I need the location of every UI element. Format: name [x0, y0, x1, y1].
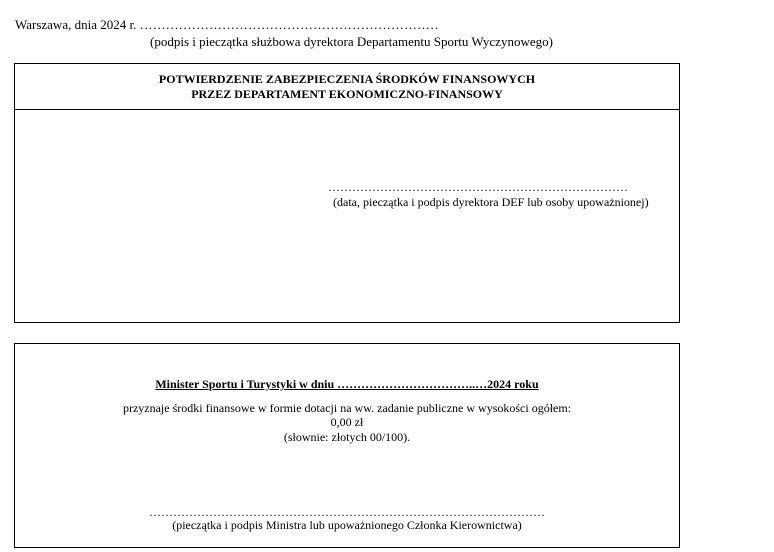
- grant-amount-in-words: (słownie: złotych 00/100).: [283, 430, 411, 444]
- minister-heading: Minister Sportu i Turystyki w dniu ……………………………..…2024 roku: [155, 377, 539, 391]
- place-date-line: Warszawa, dnia 2024 r. ……………………………………………………………: [15, 17, 439, 32]
- department-signature-caption: (podpis i pieczątka służbowa dyrektora Departamentu Sportu Wyczynowego): [150, 34, 553, 49]
- minister-signature-caption: (pieczątka i podpis Ministra lub upoważnionego Członka Kierownictwa): [172, 518, 522, 532]
- def-signature-dots: …………………………………………………………………: [328, 180, 628, 194]
- box-divider: [15, 109, 679, 110]
- minister-signature-dots: ………………………………………………………………………………………: [149, 505, 545, 519]
- def-signature-caption: (data, pieczątka i podpis dyrektora DEF lub osoby upoważnionej): [333, 195, 649, 209]
- confirmation-title-line1: POTWIERDZENIE ZABEZPIECZENIA ŚRODKÓW FINANSOWYCH: [158, 72, 536, 86]
- grant-amount: 0,00 zł: [330, 415, 364, 429]
- confirmation-title-line2: PRZEZ DEPARTAMENT EKONOMICZNO-FINANSOWY: [191, 87, 503, 101]
- grant-statement: przyznaje środki finansowe w formie dotacji na ww. zadanie publiczne w wysokości ogółem:: [122, 401, 572, 415]
